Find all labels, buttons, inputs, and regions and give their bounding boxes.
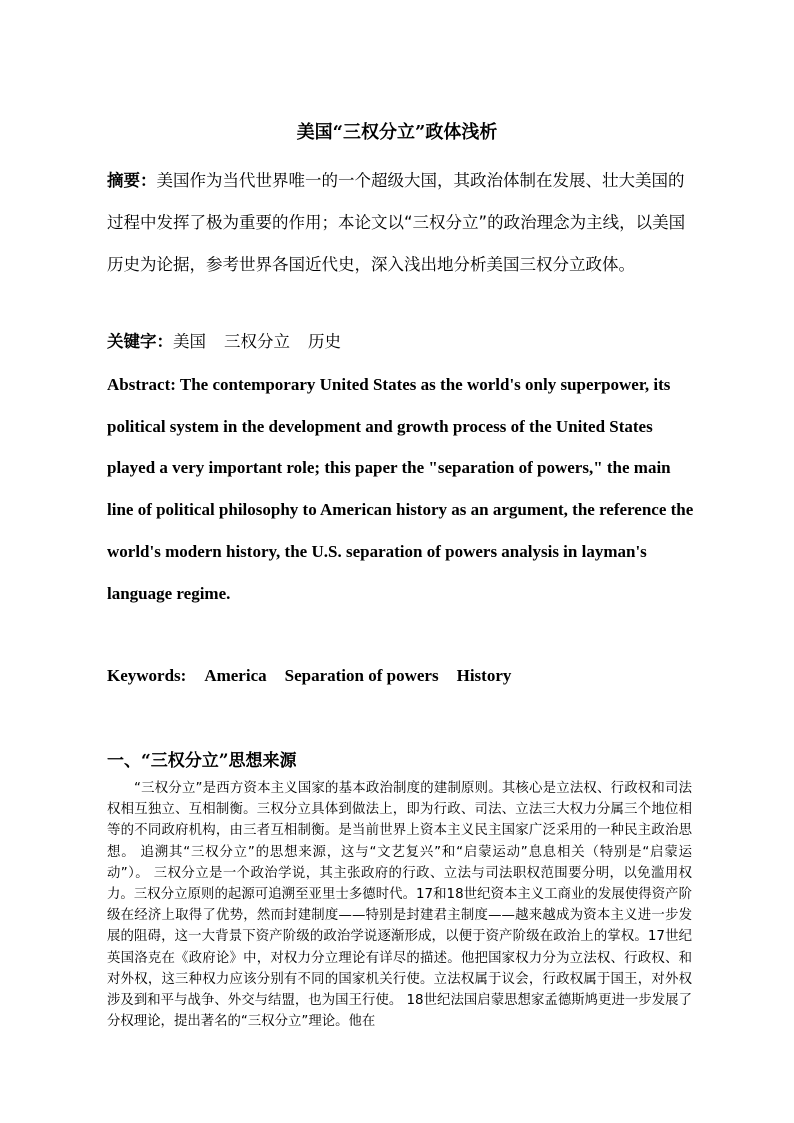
keywords-en-label: Keywords:: [107, 666, 187, 685]
keywords-en: [107, 655, 697, 697]
section-heading: 一、“三权分立”思想来源: [107, 751, 297, 771]
keywords-cn-label: 关键字：: [107, 332, 173, 351]
keyword-en-item: America: [204, 666, 267, 685]
keyword-en-item: History: [456, 666, 512, 685]
abstract-cn-label: 摘要：: [107, 171, 157, 190]
section-body: “三权分立”是西方资本主义国家的基本政治制度的建制原则。其核心是立法权、行政权和司法权相互独立、互相制衡。三权分立具体到做法上，即为行政、司法、立法三大权力分属三个地位相等的不同政府机构，由三者互相制衡。是当前世界上资本主义民主国家广泛采用的一种民主政治思想。 追溯其“三权分立”的思想来源，这与“文艺复兴”和“启蒙运动”息息相关（特别是“启蒙运动”）。 三权分立是一个政治学说，其主张政府的行政、立法与司法职权范围要分明，以免滥用权力。三权分立原则的起源可追溯至亚里士多德时代。17和18世纪资本主义工商业的发展使得资产阶级在经济上取得了优势，然而封建制度——特别是封建君主制度——越来越成为资本主义进一步发展的阻碍，这一大背景下资产阶级的政治学说逐渐形成，以便于资产阶级在政治上的掌权。17世纪英国洛克在《政府论》中，对权力分立理论有详尽的描述。他把国家权力分为立法权、行政权、和对外权，这三种权力应该分别有不同的国家机关行使。立法权属于议会，行政权属于国王，对外权涉及到和平与战争、外交与结盟，也为国王行使。 18世纪法国启蒙思想家孟德斯鸠更进一步发展了分权理论，提出著名的“三权分立”理论。他在: [107, 781, 692, 1030]
abstract-en: Abstract: The contemporary United States as the world's only superpower, its political system in the development and growth process of the United States played a very important role; this paper the "separation of powers," the main line of political philosophy to American history as an argument, the reference the world's modern history, the U.S. separation of powers analysis in layman's language regime.: [107, 375, 694, 603]
keyword-en-item: Separation of powers: [284, 666, 439, 685]
abstract-cn: [107, 160, 692, 286]
document-title: 美国“三权分立”政体浅析: [296, 122, 498, 143]
keywords-cn: [107, 321, 692, 363]
keyword-cn-item: 美国: [173, 332, 206, 351]
keyword-cn-item: 历史: [308, 332, 341, 351]
keyword-cn-item: 三权分立: [224, 332, 290, 351]
abstract-cn-text: 美国作为当代世界唯一的一个超级大国，其政治体制在发展、壮大美国的过程中发挥了极为重要的作用；本论文以“三权分立”的政治理念为主线，以美国历史为论据，参考世界各国近代史，深入浅出地分析美国三权分立政体。: [107, 171, 686, 274]
